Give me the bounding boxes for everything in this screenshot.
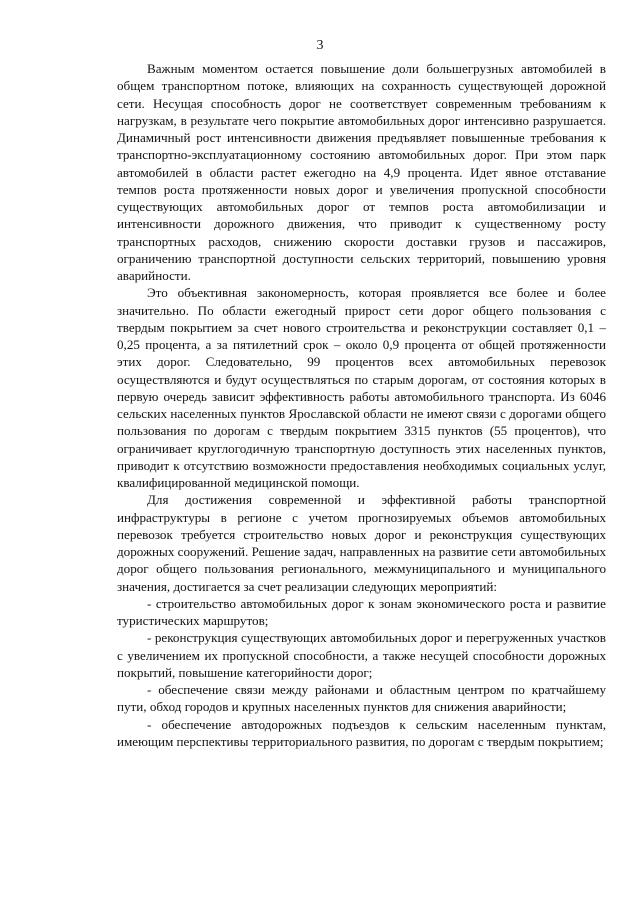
paragraph-road-network-growth: Это объективная закономерность, которая проявляется все более и более значительно. По области ежегодный прирост сети дорог общего пользования с твердым покрытием за счет нового строительства и реконструкции составляет 0,1 – 0,25 процента, а за пятилетний срок – около 0,9 процента от общей протяженности этих дорог. Следовательно, 99 процентов всех автомобильных перевозок осуществляются и будут осуществляться по старым дорогам, от состояния которых в первую очередь зависит эффективность работы автомобильного транспорта. Из 6046 сельских населенных пунктов Ярославской области не имеют связи с дорогами общего пользования по дорогам с твердым покрытием 3315 пунктов (55 процентов), что ограничивает круглогодичную транспортную доступность этих населенных пунктов, приводит к отсутствию возможности предоставления необходимых социальных услуг, квалифицированной медицинской помощи. xyxy=(117,285,606,490)
list-item-reconstruction: - реконструкция существующих автомобильных дорог и перегруженных участков с увеличением их пропускной способности, а также несущей способности дорожных покрытий, повышение категорийности дорог; xyxy=(117,630,606,680)
list-item-district-links: - обеспечение связи между районами и областным центром по кратчайшему пути, обход городов и крупных населенных пунктов для снижения аварийности; xyxy=(117,682,606,715)
page-number: 3 xyxy=(316,38,324,53)
paragraph-infrastructure-measures: Для достижения современной и эффективной работы транспортной инфраструктуры в регионе с учетом прогнозируемых объемов автомобильных перевозок требуется строительство новых дорог и реконструкция существующих дорожных сооружений. Решение задач, направленных на развитие сети автомобильных дорог общего пользования регионального, межмуниципального и муниципального значения, достигается за счет реализации следующих мероприятий: xyxy=(117,492,606,594)
list-item-rural-access: - обеспечение автодорожных подъездов к сельским населенным пунктам, имеющим перспективы территориального развития, по дорогам с твердым покрытием; xyxy=(117,716,606,749)
paragraph-heavy-vehicles: Важным моментом остается повышение доли большегрузных автомобилей в общем транспортном потоке, влияющих на сохранность существующей дорожной сети. Несущая способность дорог не соответствует современным требованиям к нагрузкам, в результате чего покрытие автомобильных дорог интенсивно разрушается. Динамичный рост интенсивности движения предъявляет повышенные требования к транспортно-эксплуатационному состоянию автомобильных дорог. При этом парк автомобилей в области растет ежегодно на 4,9 процента. Идет явное отставание темпов роста протяженности новых дорог и увеличения пропускной способности существующих автомобильных дорог от темпов роста автомобилизации и интенсивности дорожного движения, что приводит к существенному росту транспортных расходов, снижению скорости доставки грузов и пассажиров, ограничению транспортной доступности сельских территорий, повышению уровня аварийности. xyxy=(117,61,606,283)
list-item-construction: - строительство автомобильных дорог к зонам экономического роста и развитие туристических маршрутов; xyxy=(117,595,606,628)
document-body xyxy=(117,60,606,750)
